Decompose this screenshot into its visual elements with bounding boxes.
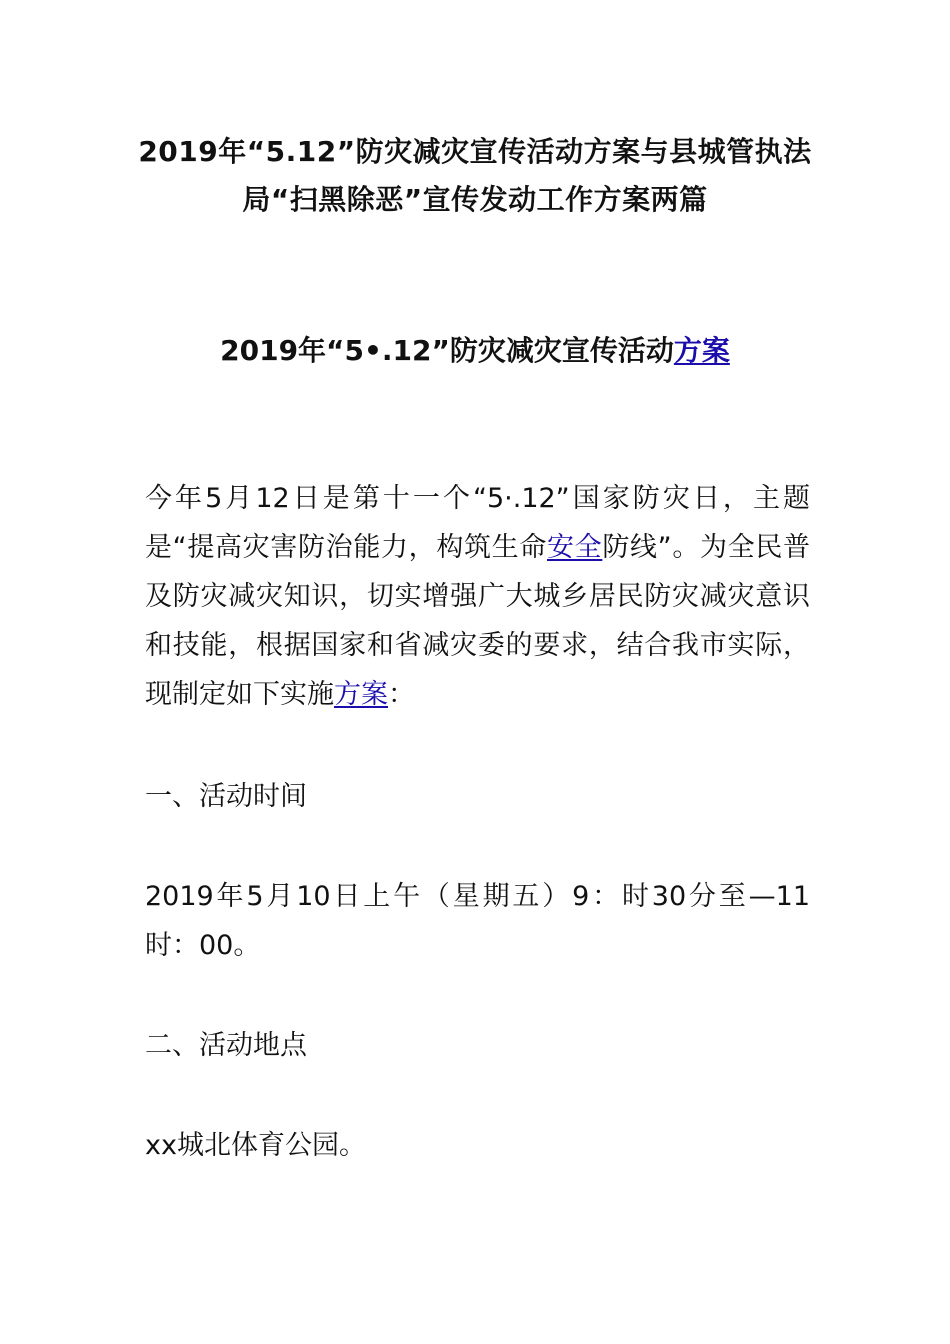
- intro-text-3: ：: [388, 679, 415, 710]
- section-title-text: 2019年“5•.12”防灾减灾宣传活动: [220, 334, 674, 367]
- intro-paragraph: [145, 474, 810, 719]
- intro-link-plan[interactable]: 方案: [334, 679, 388, 710]
- section-title: [130, 327, 820, 375]
- intro-text-2: 防线”。为全民普及防灾减灾知识，切实增强广大城乡居民防灾减灾意识和技能，根据国家和省减灾委的要求，结合我市实际，现制定如下实施: [145, 532, 810, 710]
- heading-activity-location: 二、活动地点: [145, 1030, 307, 1061]
- section-title-link[interactable]: 方案: [673, 334, 730, 367]
- heading-activity-time: 一、活动时间: [145, 781, 307, 812]
- activity-location-text: xx城北体育公园。: [145, 1130, 366, 1161]
- intro-link-safety[interactable]: 安全: [547, 532, 603, 563]
- intro-text-1: 今年5月12日是第十一个“5·.12”国家防灾日，主题是“提高灾害防治能力，构筑生命: [145, 483, 810, 563]
- document-title: 2019年“5.12”防灾减灾宣传活动方案与县城管执法局“扫黑除恶”宣传发动工作方案两篇: [138, 135, 812, 216]
- activity-time-text: 2019年5月10日上午（星期五）9：时30分至—11时：00。: [145, 881, 810, 961]
